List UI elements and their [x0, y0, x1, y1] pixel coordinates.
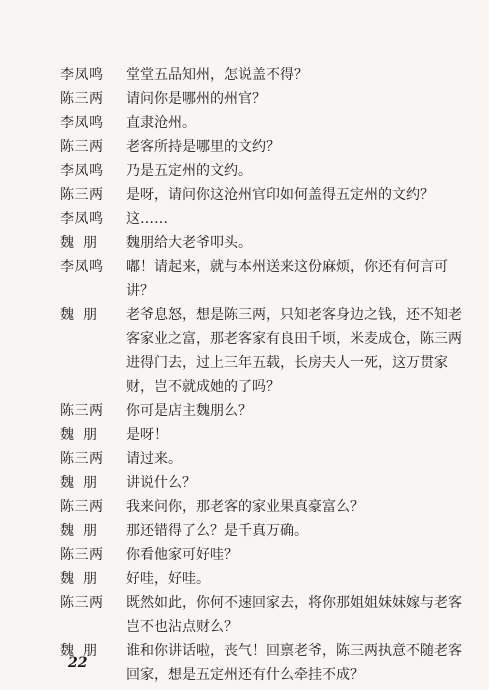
speaker-name: 陈三两 — [60, 499, 104, 515]
speaker-name: 陈三两 — [60, 595, 104, 611]
speech-text: 讲说什么？ — [126, 475, 196, 491]
speaker-name: 魏朋 — [60, 235, 106, 251]
speaker-name: 陈三两 — [60, 187, 104, 203]
speech-text: 老爷息怒，想是陈三两，只知老客身边之钱，还不知老客家业之富，那老客家有良田千顷，米麦成仓，陈三两进得门去，过上三年五载，长房夫人一死，这万贯家财，岂不就成她的了吗？ — [126, 307, 462, 395]
dialogue-line — [60, 567, 470, 591]
dialogue-line — [60, 255, 470, 303]
speaker-name: 魏朋 — [60, 643, 106, 659]
speech-text: 那还错得了么？是千真万确。 — [126, 523, 308, 539]
script-dialogue — [60, 63, 470, 687]
speaker-name: 李凤鸣 — [60, 259, 104, 275]
speech-text: 直隶沧州。 — [126, 115, 196, 131]
speaker-name: 李凤鸣 — [60, 211, 104, 227]
page-number: 22 — [68, 655, 88, 671]
dialogue-line — [60, 471, 470, 495]
speaker-name: 李凤鸣 — [60, 115, 104, 131]
speech-text: 好哇，好哇。 — [126, 571, 210, 587]
dialogue-line — [60, 495, 470, 519]
speech-text: 堂堂五品知州，怎说盖不得？ — [126, 67, 308, 83]
speaker-name: 魏朋 — [60, 475, 106, 491]
dialogue-line — [60, 183, 470, 207]
dialogue-line — [60, 159, 470, 183]
speech-text: 我来问你，那老客的家业果真豪富么？ — [126, 499, 364, 515]
speech-text: 乃是五定州的文约。 — [126, 163, 252, 179]
speech-text: 嘟！请起来，就与本州送来这份麻烦，你还有何言可讲？ — [126, 259, 448, 299]
speaker-name: 陈三两 — [60, 547, 104, 563]
speech-text: 你看他家可好哇？ — [126, 547, 238, 563]
speaker-name: 魏朋 — [60, 523, 106, 539]
dialogue-line — [60, 63, 470, 87]
dialogue-line — [60, 111, 470, 135]
speaker-name: 陈三两 — [60, 451, 104, 467]
speech-text: 谁和你讲话啦，丧气！回禀老爷，陈三两执意不随老客回家，想是五定州还有什么牵挂不成？ — [126, 643, 462, 683]
speech-text: 老客所持是哪里的文约？ — [126, 139, 280, 155]
speech-text: 你可是店主魏朋么？ — [126, 403, 252, 419]
dialogue-line — [60, 303, 470, 399]
dialogue-line — [60, 135, 470, 159]
dialogue-line — [60, 447, 470, 471]
speaker-name: 陈三两 — [60, 403, 104, 419]
speech-text: 请过来。 — [126, 451, 182, 467]
speech-text: 是呀！ — [126, 427, 168, 443]
speaker-name: 李凤鸣 — [60, 163, 104, 179]
speaker-name: 魏朋 — [60, 307, 106, 323]
speech-text: 既然如此，你何不速回家去，将你那姐姐妹妹嫁与老客岂不也沾点财么？ — [126, 595, 462, 635]
dialogue-line — [60, 639, 470, 687]
speaker-name: 李凤鸣 — [60, 67, 104, 83]
dialogue-line — [60, 231, 470, 255]
speech-text: 魏朋给大老爷叩头。 — [126, 235, 252, 251]
speech-text: 这…… — [126, 211, 168, 227]
dialogue-line — [60, 207, 470, 231]
speech-text: 是呀，请问你这沧州官印如何盖得五定州的文约？ — [126, 187, 434, 203]
speaker-name: 陈三两 — [60, 139, 104, 155]
speaker-name: 陈三两 — [60, 91, 104, 107]
speech-text: 请问你是哪州的州官？ — [126, 91, 266, 107]
dialogue-line — [60, 591, 470, 639]
speaker-name: 魏朋 — [60, 571, 106, 587]
dialogue-line — [60, 399, 470, 423]
dialogue-line — [60, 519, 470, 543]
dialogue-line — [60, 423, 470, 447]
speaker-name: 魏朋 — [60, 427, 106, 443]
dialogue-line — [60, 87, 470, 111]
dialogue-line — [60, 543, 470, 567]
